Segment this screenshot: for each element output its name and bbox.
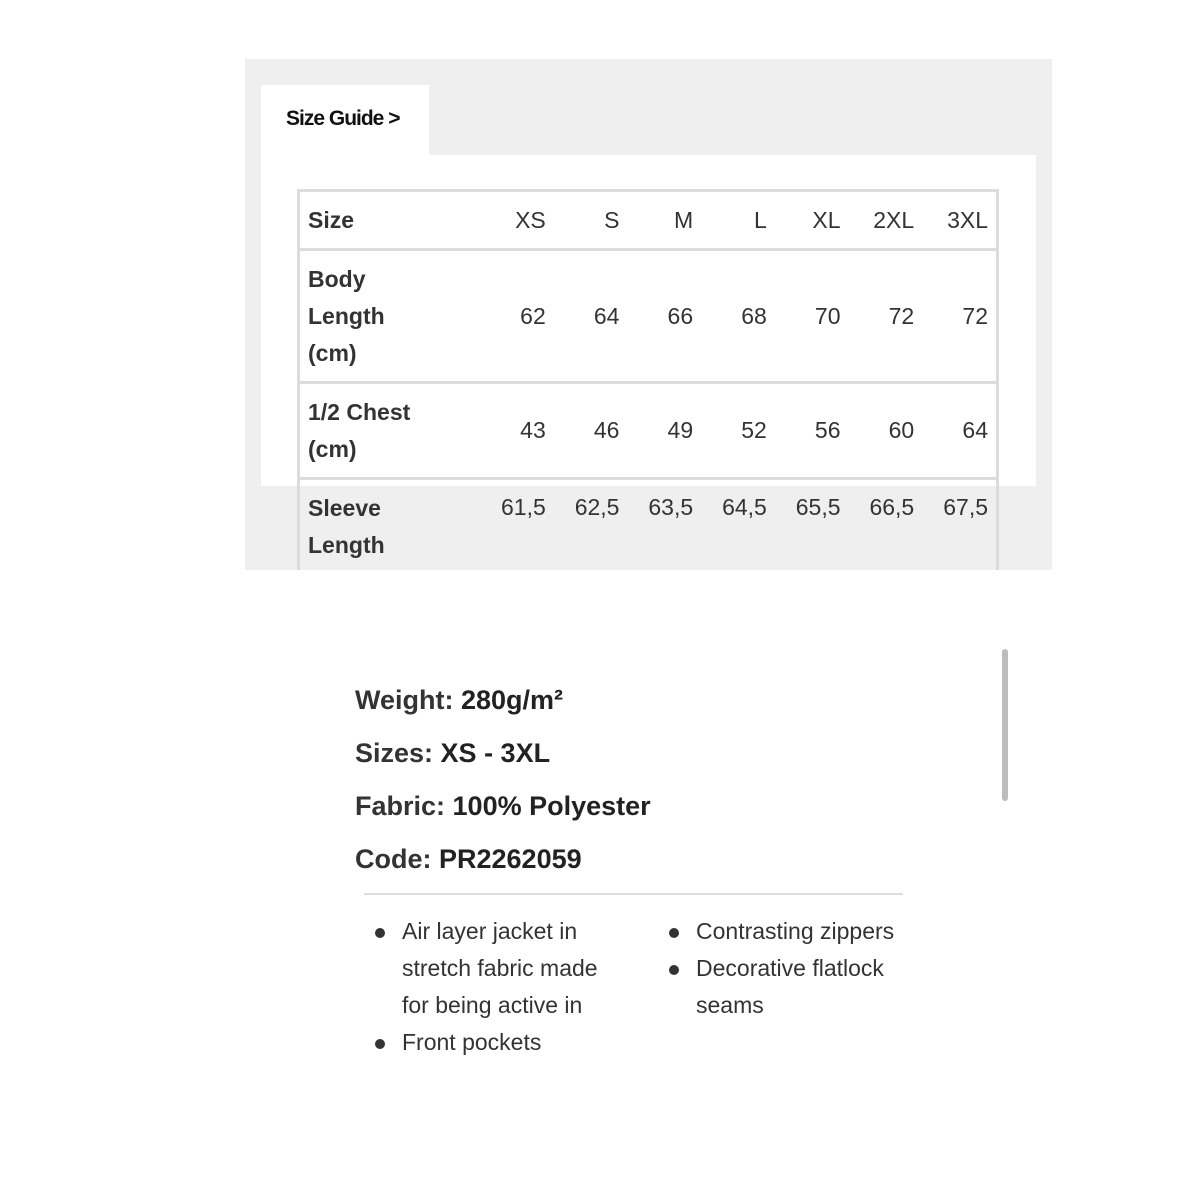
spec-label: Weight: (355, 685, 461, 715)
table-row-body-length (299, 250, 998, 383)
spec-value: 100% Polyester (452, 791, 651, 821)
table-row-header (299, 191, 998, 250)
size-table (297, 189, 999, 570)
table-cell: 60 (841, 383, 915, 479)
row-label-line: (cm) (308, 339, 357, 366)
header-size-l: L (693, 191, 767, 250)
table-cell: 64 (914, 383, 997, 479)
table-cell: 66,5 (841, 479, 915, 571)
table-row-half-chest (299, 383, 998, 479)
spec-label: Code: (355, 844, 439, 874)
table-cell: 62 (472, 250, 546, 383)
table-cell: 67,5 (914, 479, 997, 571)
table-cell: 65,5 (767, 479, 841, 571)
header-size-xs: XS (472, 191, 546, 250)
table-cell: 68 (693, 250, 767, 383)
table-cell: 70 (767, 250, 841, 383)
table-cell: 49 (619, 383, 693, 479)
header-size-s: S (546, 191, 620, 250)
row-label-line: Length (308, 532, 385, 558)
size-guide-panel (245, 59, 1052, 570)
feature-list-right (660, 913, 920, 1024)
list-item: Decorative flatlock seams (660, 950, 920, 1024)
spec-fabric (355, 788, 651, 841)
table-cell: 64 (546, 250, 620, 383)
tab-size-guide[interactable]: Size Guide > (261, 85, 429, 157)
table-cell: 72 (841, 250, 915, 383)
spec-sizes (355, 735, 651, 788)
header-size-3xl: 3XL (914, 191, 997, 250)
table-cell: 46 (546, 383, 620, 479)
row-label-half-chest (299, 383, 473, 479)
feature-list-left (366, 913, 616, 1061)
row-label-line: Sleeve (308, 495, 381, 521)
spec-value: PR2262059 (439, 844, 582, 874)
row-label-body-length (299, 250, 473, 383)
table-cell: 61,5 (472, 479, 546, 571)
spec-value: 280g/m² (460, 685, 564, 715)
table-cell: 63,5 (619, 479, 693, 571)
vertical-scrollbar[interactable] (1002, 649, 1008, 801)
table-cell: 56 (767, 383, 841, 479)
table-cell: 72 (914, 250, 997, 383)
spec-weight (355, 682, 651, 735)
spec-label: Sizes: (355, 738, 441, 768)
list-item: Front pockets (366, 1024, 616, 1061)
row-label-line: (cm) (308, 435, 357, 462)
divider (364, 893, 903, 895)
spec-value: XS - 3XL (440, 738, 551, 768)
list-item: Contrasting zippers (660, 913, 920, 950)
row-label-line: Body (308, 265, 366, 292)
spec-label: Fabric: (355, 791, 453, 821)
row-label-line: Length (308, 302, 385, 329)
header-size-xl: XL (767, 191, 841, 250)
table-cell: 43 (472, 383, 546, 479)
header-size-label: Size (299, 191, 473, 250)
product-specs (355, 682, 651, 894)
header-size-m: M (619, 191, 693, 250)
row-label-sleeve-length (299, 479, 473, 571)
spec-code (355, 841, 651, 894)
table-cell: 64,5 (693, 479, 767, 571)
row-label-line: 1/2 Chest (308, 398, 411, 425)
table-cell: 52 (693, 383, 767, 479)
table-row-sleeve-length (299, 479, 998, 571)
table-cell: 66 (619, 250, 693, 383)
header-size-2xl: 2XL (841, 191, 915, 250)
list-item: Air layer jacket in stretch fabric made for being active in (366, 913, 616, 1024)
table-cell: 62,5 (546, 479, 620, 571)
